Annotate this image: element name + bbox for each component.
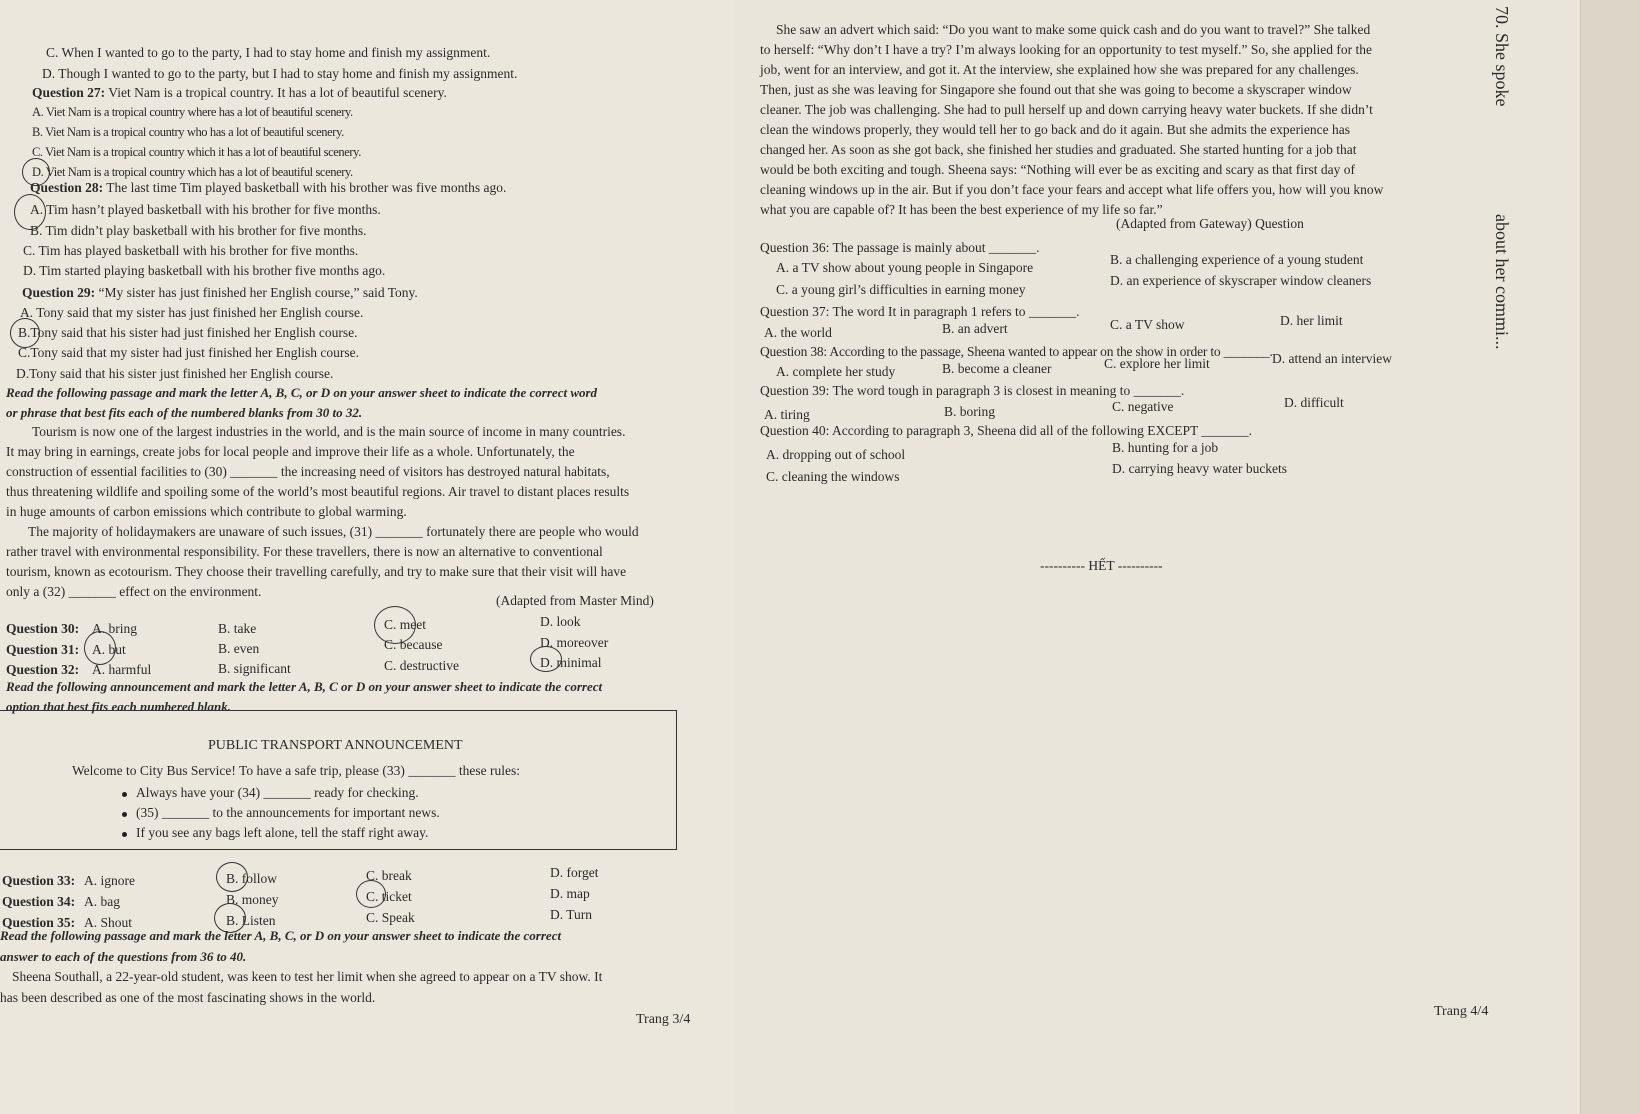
q34-option-d: D. map (550, 886, 590, 901)
passage-line: thus threatening wildlife and spoiling some of the world’s most beautiful regions. Air travel to distant places results (6, 484, 630, 499)
q39-option-a: A. tiring (764, 407, 810, 422)
announcement-intro: Welcome to City Bus Service! To have a safe trip, please (33) _______ these rules: (72, 763, 520, 778)
q40-option-b: B. hunting for a job (1112, 440, 1219, 455)
story-line: cleaning windows up in the air. But if you don’t face your fears and accept what life offers you, how will you know (760, 182, 1384, 197)
passage-line: construction of essential facilities to (30) _______ the increasing need of visitors has destroyed natural habitats, (6, 464, 610, 479)
q38-option-a: A. complete her study (776, 364, 896, 379)
passage-line: The majority of holidaymakers are unaware of such issues, (31) _______ fortunately there are people who would (28, 524, 639, 539)
passage-line: rather travel with environmental responsibility. For these travellers, there is now an alternative to conventional (6, 544, 603, 559)
q30-option-c: C. meet (384, 617, 426, 632)
q34-option-a: A. bag (84, 894, 120, 909)
story-line: to herself: “Why don’t I have a try? I’m always looking for an opportunity to test myself.” So, she applied for the (760, 42, 1372, 57)
q32-option-d: D. minimal (540, 655, 602, 670)
q39-option-d: D. difficult (1284, 395, 1344, 410)
story-line: changed her. As soon as she got back, she finished her studies and graduated. She started hunting for a job that (760, 142, 1357, 157)
instruction-30-32-line1: Read the following passage and mark the letter A, B, C, or D on your answer sheet to indicate the correct word (6, 385, 598, 400)
story-source: (Adapted from Gateway) Question (1116, 216, 1304, 231)
passage-line: It may bring in earnings, create jobs for local people and improve their life as a whole. Unfortunately, the (6, 444, 575, 459)
q33-option-a: A. ignore (84, 873, 135, 888)
q33-label: Question 33: (2, 873, 76, 888)
q36-option-a: A. a TV show about young people in Singapore (776, 260, 1034, 275)
bullet (122, 832, 127, 837)
q36-stem: Question 36: The passage is mainly about _______. (760, 240, 1040, 255)
story-line: what you are capable of? It has been the best experience of my life so far.” (760, 202, 1163, 217)
q31-option-c: C. because (384, 637, 443, 652)
q36-option-b: B. a challenging experience of a young student (1110, 252, 1364, 267)
q34-label: Question 34: (2, 894, 76, 909)
page-number: Trang 4/4 (1434, 1004, 1489, 1019)
q40-option-d: D. carrying heavy water buckets (1112, 461, 1288, 476)
q30-label: Question 30: (6, 621, 80, 636)
q26-option-d: D. Though I wanted to go to the party, but I had to stay home and finish my assignment. (42, 66, 518, 81)
instruction-33-35-line1: Read the following announcement and mark the letter A, B, C or D on your answer sheet to indicate the correct (6, 679, 603, 694)
story-line: has been described as one of the most fascinating shows in the world. (0, 990, 376, 1005)
q35-option-b: B. Listen (226, 913, 276, 928)
q33-option-d: D. forget (550, 865, 599, 880)
q29-option-d: D.Tony said that his sister just finished her English course. (16, 366, 334, 381)
q29-option-a: A. Tony said that my sister has just finished her English course. (20, 305, 364, 320)
answer-circle (10, 318, 40, 348)
passage-line: only a (32) _______ effect on the environment. (6, 584, 262, 599)
q26-option-c: C. When I wanted to go to the party, I had to stay home and finish my assignment. (46, 45, 491, 60)
q38-option-b: B. become a cleaner (942, 361, 1052, 376)
q38-option-d: D. attend an interview (1272, 351, 1392, 366)
q36-option-d: D. an experience of skyscraper window cleaners (1110, 273, 1372, 288)
q27-stem: Question 27: Viet Nam is a tropical country. It has a lot of beautiful scenery. (32, 85, 447, 100)
q30-option-a: A. bring (92, 621, 137, 636)
q30-option-d: D. look (540, 614, 581, 629)
q32-option-a: A. harmful (92, 662, 152, 677)
q39-option-c: C. negative (1112, 399, 1174, 414)
q31-option-d: D. moreover (540, 635, 609, 650)
q32-option-b: B. significant (218, 661, 291, 676)
q35-option-d: D. Turn (550, 907, 593, 922)
q34-option-b: B. money (226, 892, 279, 907)
passage-line: tourism, known as ecotourism. They choose their travelling carefully, and try to make sure that their visit will have (6, 564, 627, 579)
q27-option-b: B. Viet Nam is a tropical country who has a lot of beautiful scenery. (32, 125, 344, 139)
q40-option-a: A. dropping out of school (766, 447, 906, 462)
q31-option-b: B. even (218, 641, 260, 656)
q28-option-b: B. Tim didn’t play basketball with his brother for five months. (30, 223, 367, 238)
q35-option-c: C. Speak (366, 910, 415, 925)
announcement-rule: Always have your (34) _______ ready for checking. (136, 785, 419, 800)
story-line: Then, just as she was leaving for Singapore she found out that she was going to become a skyscraper window (760, 82, 1352, 97)
q35-label: Question 35: (2, 915, 76, 930)
q32-option-c: C. destructive (384, 658, 459, 673)
next-page-edge (1580, 0, 1639, 1114)
passage-line: Tourism is now one of the largest industries in the world, and is the main source of income in many countries. (32, 424, 626, 439)
q27-option-a: A. Viet Nam is a tropical country where has a lot of beautiful scenery. (32, 105, 353, 119)
q29-option-c: C.Tony said that my sister had just finished her English course. (18, 345, 360, 360)
announcement-title: PUBLIC TRANSPORT ANNOUNCEMENT (208, 738, 463, 753)
bullet (122, 792, 127, 797)
q28-option-d: D. Tim started playing basketball with his brother five months ago. (23, 263, 386, 278)
q33-option-b: B. follow (226, 871, 278, 886)
q37-option-c: C. a TV show (1110, 317, 1185, 332)
announcement-rule: (35) _______ to the announcements for important news. (136, 805, 440, 820)
q38-stem: Question 38: According to the passage, Sheena wanted to appear on the show in order to _______. (760, 344, 1273, 359)
story-line: Sheena Southall, a 22-year-old student, was keen to test her limit when she agreed to appear on a TV show. It (12, 969, 603, 984)
q39-stem: Question 39: The word tough in paragraph 3 is closest in meaning to _______. (760, 383, 1185, 398)
q28-option-c: C. Tim has played basketball with his brother for five months. (23, 243, 359, 258)
q37-stem: Question 37: The word It in paragraph 1 refers to _______. (760, 304, 1080, 319)
q37-option-a: A. the world (764, 325, 832, 340)
edge-text: 70. She spoke (1492, 6, 1512, 107)
q33-option-c: C. break (366, 868, 412, 883)
end-marker: ---------- HẾT ---------- (1040, 558, 1163, 573)
story-line: cleaner. The job was challenging. She had to pull herself up and down carrying heavy water buckets. If she didn’t (760, 102, 1373, 117)
q32-label: Question 32: (6, 662, 80, 677)
q29-stem: Question 29: “My sister has just finished her English course,” said Tony. (22, 285, 418, 300)
story-line: would be both exciting and tough. Sheena says: “Nothing will ever be as exciting and scary as that first day of (760, 162, 1355, 177)
q40-stem: Question 40: According to paragraph 3, Sheena did all of the following EXCEPT _______. (760, 423, 1253, 438)
announcement-rule: If you see any bags left alone, tell the staff right away. (136, 825, 429, 840)
q31-label: Question 31: (6, 642, 80, 657)
story-line: clean the windows properly, they would tell her to go back and do it again. But she admits the experience has (760, 122, 1350, 137)
q36-option-c: C. a young girl’s difficulties in earning money (776, 282, 1026, 297)
bullet (122, 812, 127, 817)
q37-option-b: B. an advert (942, 321, 1008, 336)
answer-circle (216, 862, 248, 892)
page-number: Trang 3/4 (636, 1012, 691, 1027)
q37-option-d: D. her limit (1280, 313, 1343, 328)
q39-option-b: B. boring (944, 404, 996, 419)
q31-option-a: A. but (92, 642, 126, 657)
story-line: job, went for an interview, and got it. At the interview, she explained how she was prepared for any challenges. (760, 62, 1359, 77)
instruction-33-35-line2: option that best fits each numbered blank. (6, 699, 231, 714)
q40-option-c: C. cleaning the windows (766, 469, 900, 484)
passage-line: in huge amounts of carbon emissions which contribute to global warming. (6, 504, 407, 519)
q27-option-c: C. Viet Nam is a tropical country which it has a lot of beautiful scenery. (32, 145, 361, 159)
q38-option-c: C. explore her limit (1104, 356, 1210, 371)
passage-source: (Adapted from Master Mind) (496, 593, 654, 608)
instruction-36-40-line2: answer to each of the questions from 36 to 40. (0, 949, 247, 964)
answer-circle (530, 646, 562, 672)
instruction-36-40-line1: Read the following passage and mark the letter A, B, C, or D on your answer sheet to indicate the correct (0, 928, 562, 943)
edge-text: about her commi... (1492, 214, 1512, 350)
q28-option-a: A. Tim hasn’t played basketball with his brother for five months. (30, 202, 381, 217)
story-line: She saw an advert which said: “Do you want to make some quick cash and do you want to travel?” She talked (776, 22, 1371, 37)
q27-option-d: D. Viet Nam is a tropical country which has a lot of beautiful scenery. (32, 165, 353, 179)
q28-stem: Question 28: The last time Tim played basketball with his brother was five months ago. (30, 180, 507, 195)
q30-option-b: B. take (218, 621, 257, 636)
q29-option-b: B.Tony said that his sister had just finished her English course. (18, 325, 358, 340)
answer-circle (356, 880, 386, 908)
q34-option-c: C. ticket (366, 889, 412, 904)
instruction-30-32-line2: or phrase that best fits each of the numbered blanks from 30 to 32. (6, 405, 363, 420)
answer-circle (84, 631, 116, 665)
q35-option-a: A. Shout (84, 915, 133, 930)
